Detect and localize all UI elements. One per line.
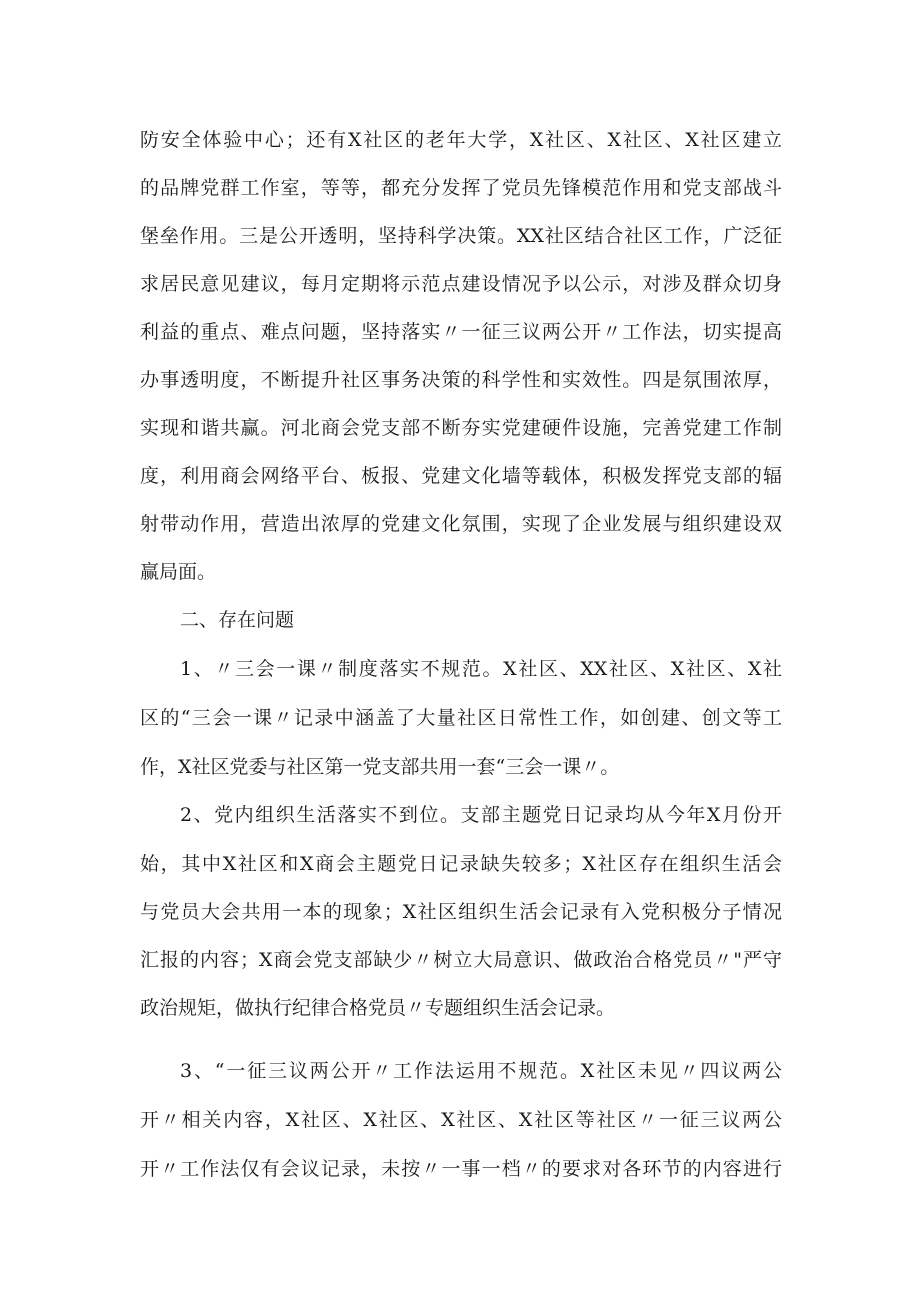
body-text-line: 利益的重点、难点问题，坚持落实〃一征三议两公开〃工作法，切实提高	[140, 321, 782, 343]
problem-2-line: 政治规矩，做执行纪律合格党员〃专题组织生活会记录。	[140, 997, 616, 1019]
problem-1-line: 作，X社区党委与社区第一党支部共用一套“三会一课〃。	[140, 756, 620, 778]
problem-2-line: 与党员大会共用一本的现象；X社区组织生活会记录有入党积极分子情况	[140, 901, 782, 923]
body-text-line: 赢局面。	[140, 561, 217, 583]
body-text-line: 射带动作用，营造出浓厚的党建文化氛围，实现了企业发展与组织建设双	[140, 513, 782, 535]
section-heading: 二、存在问题	[180, 609, 295, 631]
problem-2-line: 2、党内组织生活落实不到位。支部主题党日记录均从今年X月份开	[180, 804, 782, 826]
problem-3-line: 开〃相关内容，X社区、X社区、X社区、X社区等社区〃一征三议两公	[140, 1109, 782, 1131]
problem-1-line: 区的“三会一课〃记录中涵盖了大量社区日常性工作，如创建、创文等工	[140, 707, 782, 729]
problem-3-line: 开〃工作法仅有会议记录，未按〃一事一档〃的要求对各环节的内容进行	[140, 1158, 782, 1180]
body-text-line: 度，利用商会网络平台、板报、党建文化墙等载体，积极发挥党支部的辐	[140, 465, 782, 487]
body-text-line: 堡垒作用。三是公开透明，坚持科学决策。XX社区结合社区工作，广泛征	[140, 225, 782, 247]
problem-2-line: 汇报的内容；X商会党支部缺少〃树立大局意识、做政治合格党员〃"严守	[140, 949, 782, 971]
body-text-line: 求居民意见建议，每月定期将示范点建设情况予以公示，对涉及群众切身	[140, 273, 782, 295]
problem-3-line: 3、“一征三议两公开〃工作法运用不规范。X社区未见〃四议两公	[180, 1060, 782, 1082]
problem-2-line: 始，其中X社区和X商会主题党日记录缺失较多；X社区存在组织生活会	[140, 853, 782, 875]
body-text-line: 实现和谐共赢。河北商会党支部不断夯实党建硬件设施，完善党建工作制	[140, 417, 782, 439]
body-text-line: 办事透明度，不断提升社区事务决策的科学性和实效性。四是氛围浓厚，	[140, 369, 782, 391]
body-text-line: 防安全体验中心；还有X社区的老年大学，X社区、X社区、X社区建立	[140, 129, 782, 151]
body-text-line: 的品牌党群工作室，等等，都充分发挥了党员先锋模范作用和党支部战斗	[140, 177, 782, 199]
problem-1-line: 1、〃三会一课〃制度落实不规范。X社区、XX社区、X社区、X社	[180, 658, 782, 680]
